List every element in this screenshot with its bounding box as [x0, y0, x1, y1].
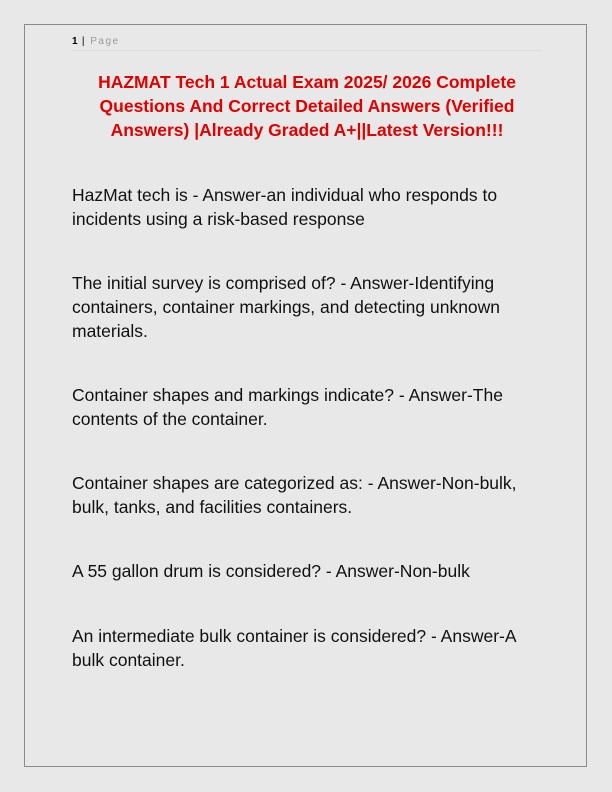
qa-item: HazMat tech is - Answer-an individual who responds to incidents using a risk-based response — [72, 185, 498, 229]
qa-item: A 55 gallon drum is considered? - Answer-Non-bulk — [72, 561, 470, 581]
page-label: Page — [90, 36, 120, 47]
qa-item: An intermediate bulk container is considered? - Answer-A bulk container. — [72, 626, 516, 670]
document-title: HAZMAT Tech 1 Actual Exam 2025/ 2026 Complete Questions And Correct Detailed Answers (Verified Answers) |Already Graded A+||Latest Version!!! — [98, 72, 516, 140]
header-separator: | — [81, 36, 86, 47]
qa-item: Container shapes are categorized as: - Answer-Non-bulk, bulk, tanks, and facilities containers. — [72, 473, 517, 517]
qa-item: The initial survey is comprised of? - Answer-Identifying containers, container markings, and detecting unknown materials. — [72, 273, 501, 341]
page-header — [72, 36, 542, 51]
page-number: 1 — [72, 36, 78, 47]
qa-item: Container shapes and markings indicate? - Answer-The contents of the container. — [72, 385, 503, 429]
